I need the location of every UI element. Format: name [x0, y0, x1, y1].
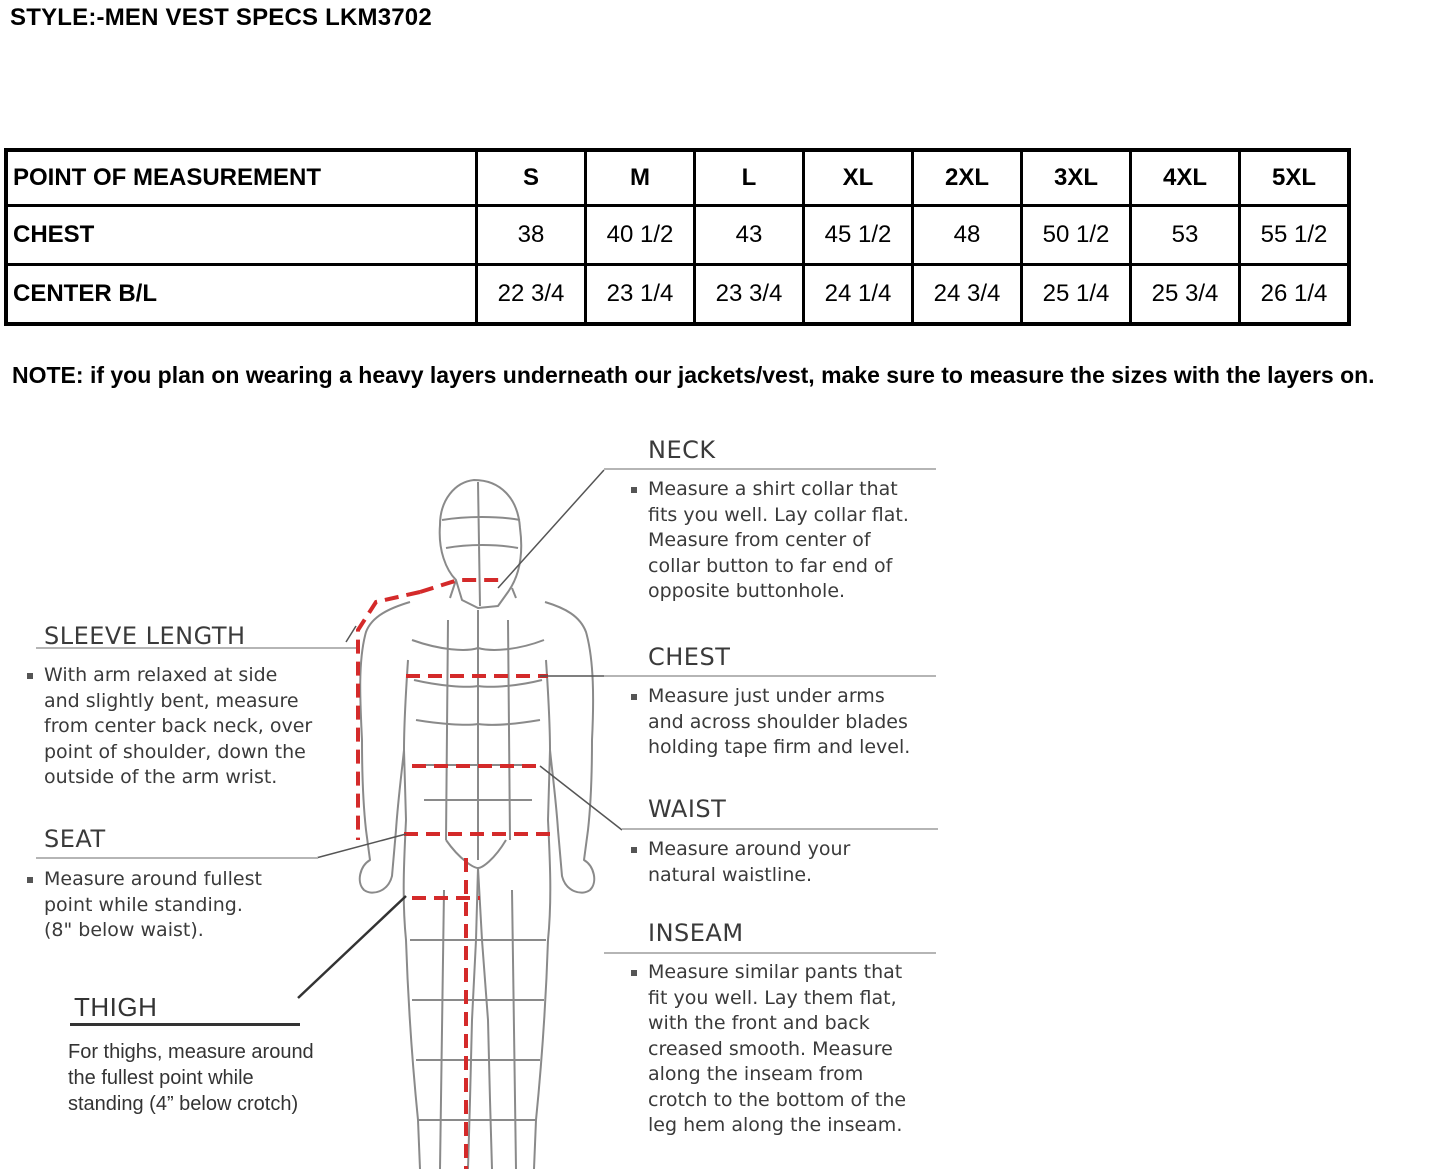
divider	[70, 1023, 300, 1026]
seat-heading: SEAT	[44, 825, 106, 853]
bullet-icon	[631, 487, 637, 493]
header-size: XL	[804, 150, 913, 206]
table-row	[6, 206, 1349, 265]
header-size: M	[586, 150, 695, 206]
waist-heading: WAIST	[648, 795, 727, 823]
size-spec-table	[4, 148, 1351, 326]
table-cell: 55 1/2	[1240, 206, 1350, 265]
divider	[604, 952, 936, 954]
table-cell: 23 3/4	[695, 265, 804, 325]
table-cell: 24 3/4	[913, 265, 1022, 325]
header-size: 3XL	[1022, 150, 1131, 206]
bullet-icon	[27, 877, 33, 883]
table-cell: 48	[913, 206, 1022, 265]
inseam-heading: INSEAM	[648, 919, 744, 947]
thigh-description: For thighs, measure around the fullest point while standing (4” below crotch)	[68, 1041, 314, 1115]
table-cell: 53	[1131, 206, 1240, 265]
table-cell: 26 1/4	[1240, 265, 1350, 325]
header-size: 2XL	[913, 150, 1022, 206]
chest-description: Measure just under arms and across shoulder blades holding tape firm and level.	[648, 684, 910, 761]
table-cell: 24 1/4	[804, 265, 913, 325]
table-cell: 40 1/2	[586, 206, 695, 265]
sleeve-length-heading: SLEEVE LENGTH	[44, 622, 246, 650]
neck-description: Measure a shirt collar that fits you well. Lay collar flat. Measure from center of collar button to far end of opposite buttonhole.	[648, 477, 909, 605]
waist-description: Measure around your natural waistline.	[648, 837, 850, 888]
neck-heading: NECK	[648, 436, 716, 464]
table-cell: 23 1/4	[586, 265, 695, 325]
table-cell: 45 1/2	[804, 206, 913, 265]
divider	[36, 857, 318, 859]
table-cell: 25 3/4	[1131, 265, 1240, 325]
bullet-icon	[631, 970, 637, 976]
header-size: L	[695, 150, 804, 206]
table-cell: 22 3/4	[477, 265, 586, 325]
divider	[622, 828, 938, 830]
page-title: STYLE:-MEN VEST SPECS LKM3702	[10, 4, 432, 31]
measurement-guide	[0, 420, 1455, 1169]
table-cell: 43	[695, 206, 804, 265]
table-cell: 38	[477, 206, 586, 265]
bullet-icon	[631, 694, 637, 700]
bullet-icon	[27, 673, 33, 679]
seat-description: Measure around fullest point while standing. (8" below waist).	[44, 867, 262, 944]
header-size: S	[477, 150, 586, 206]
divider	[604, 468, 936, 470]
row-label: CENTER B/L	[6, 265, 477, 325]
chest-heading: CHEST	[648, 643, 731, 671]
header-point-of-measurement: POINT OF MEASUREMENT	[6, 150, 477, 206]
table-row	[6, 265, 1349, 325]
table-cell: 50 1/2	[1022, 206, 1131, 265]
row-label: CHEST	[6, 206, 477, 265]
table-cell: 25 1/4	[1022, 265, 1131, 325]
sleeve-length-description: With arm relaxed at side and slightly bent, measure from center back neck, over point of shoulder, down the outside of the arm wrist.	[44, 663, 312, 791]
layering-note: NOTE: if you plan on wearing a heavy layers underneath our jackets/vest, make sure to measure the sizes with the layers on.	[12, 362, 1375, 388]
header-size: 5XL	[1240, 150, 1350, 206]
divider	[604, 675, 936, 677]
inseam-description: Measure similar pants that fit you well. Lay them flat, with the front and back creased smooth. Measure along the inseam from crotch to the bottom of the leg hem along the inseam.	[648, 960, 906, 1139]
bullet-icon	[631, 847, 637, 853]
thigh-heading: THIGH	[74, 992, 158, 1022]
table-header-row	[6, 150, 1349, 206]
header-size: 4XL	[1131, 150, 1240, 206]
